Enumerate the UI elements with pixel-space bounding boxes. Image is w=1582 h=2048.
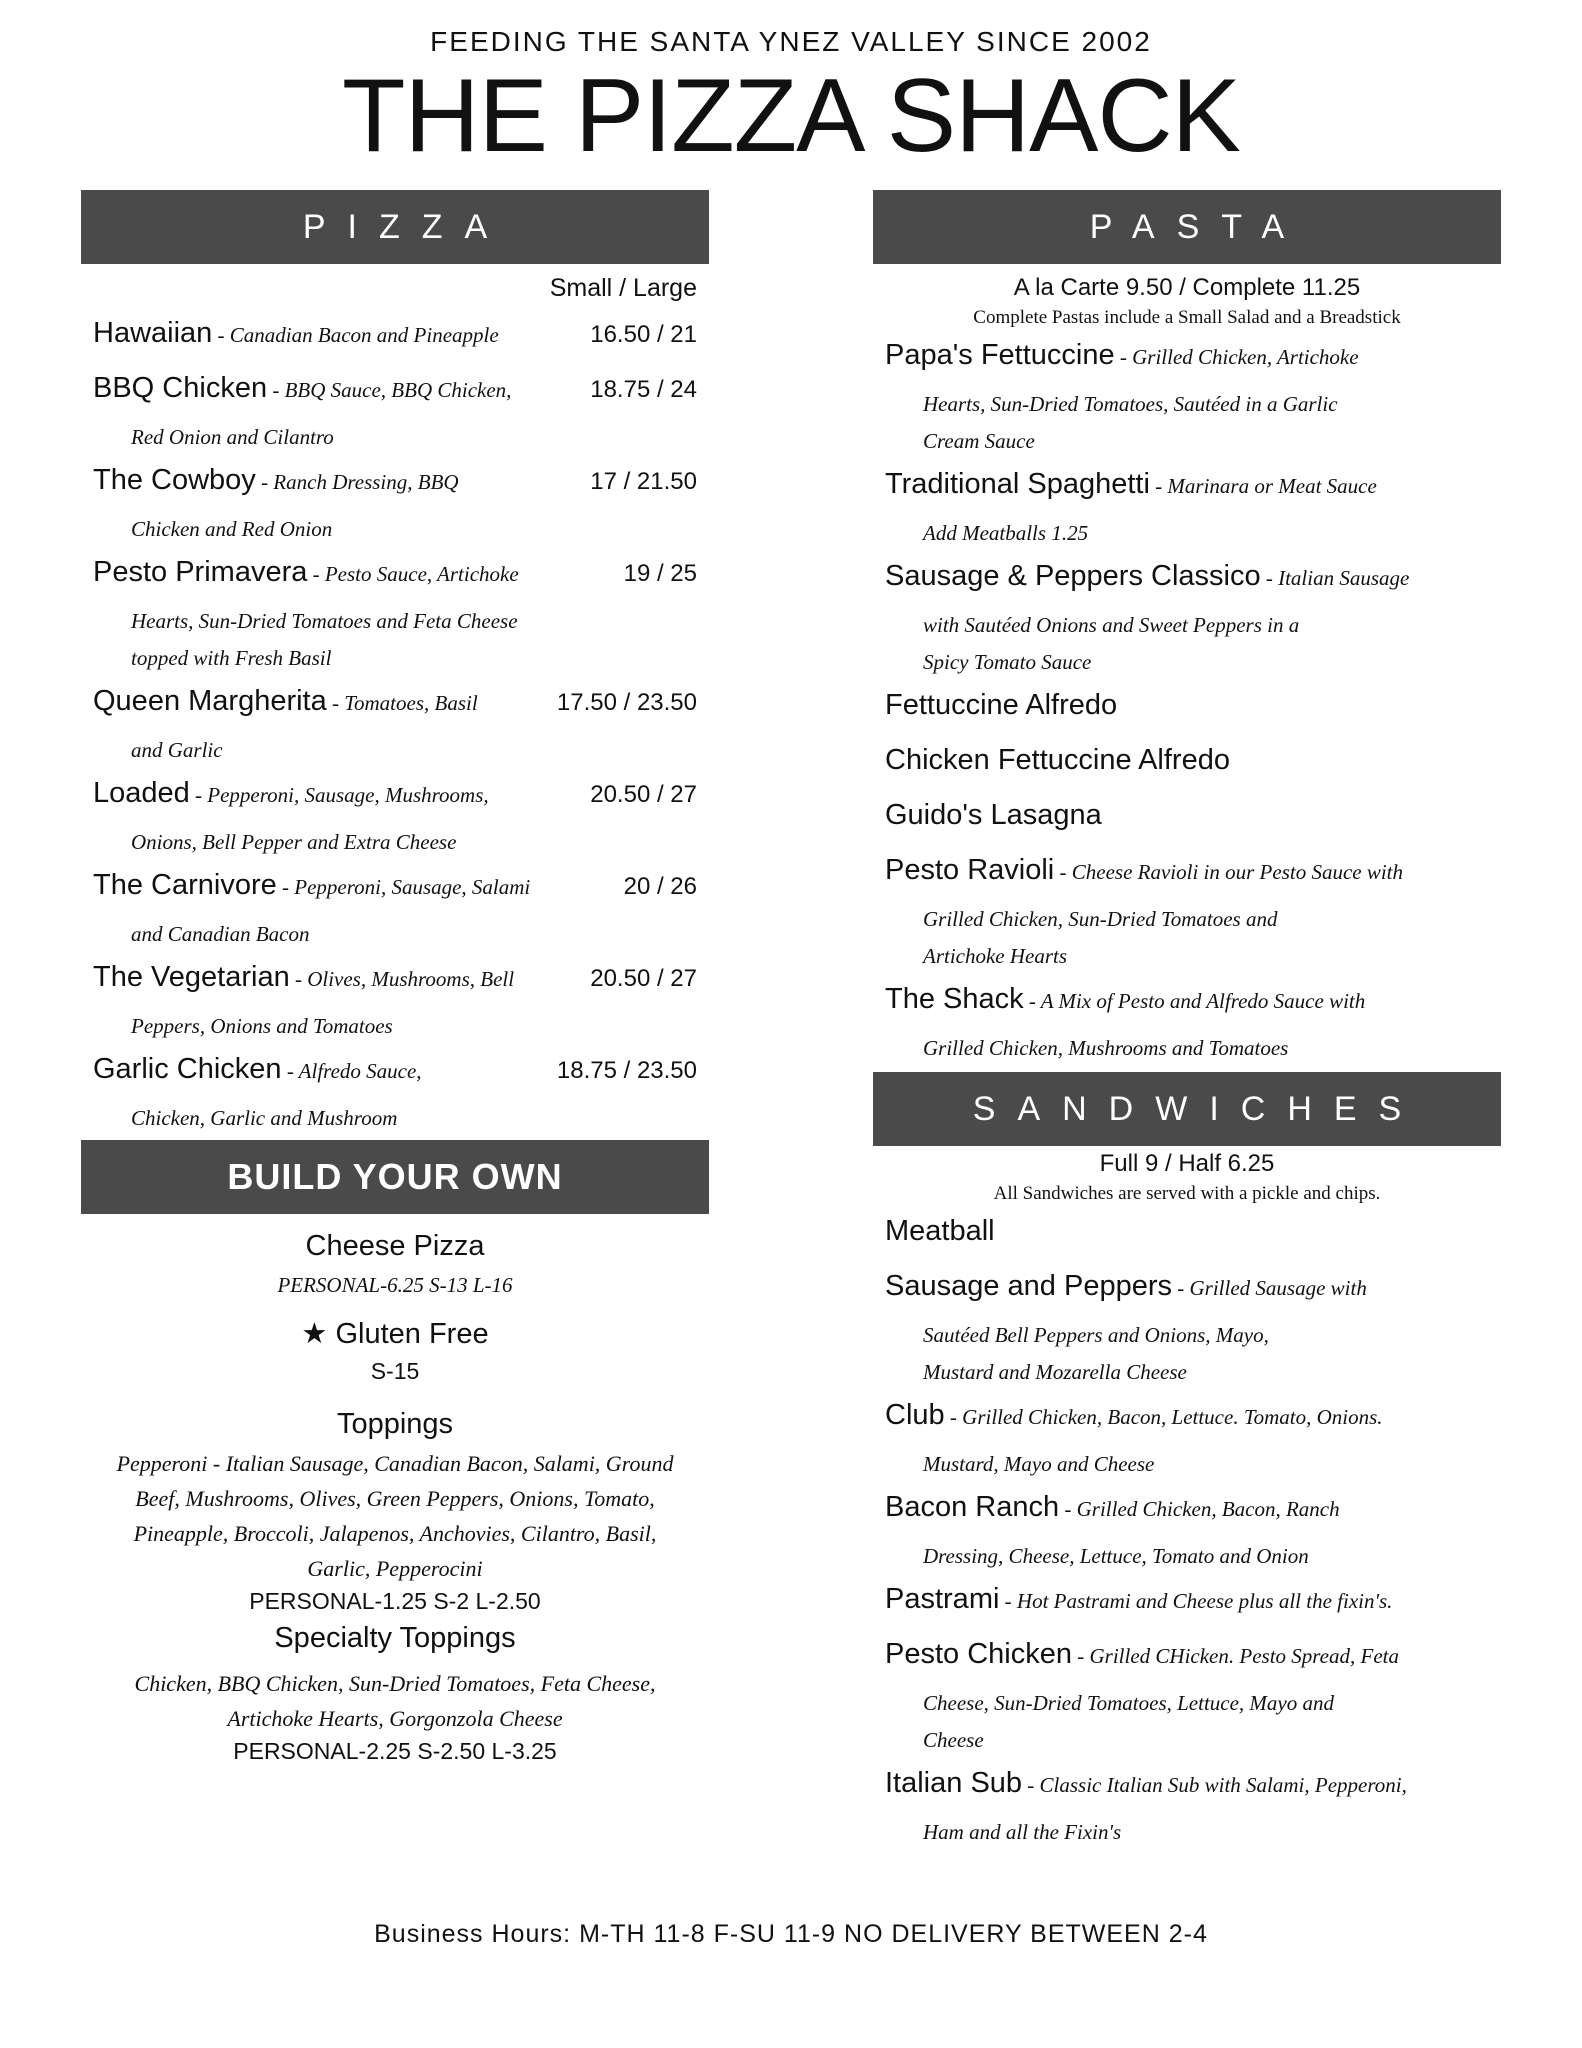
menu-item-description-continued: Ham and all the Fixin's	[923, 1820, 1122, 1844]
menu-item	[81, 1044, 709, 1136]
menu-item-name: Hawaiian	[93, 317, 213, 349]
menu-item-description: - Grilled Chicken, Bacon, Lettuce. Tomato, Onions.	[944, 1405, 1383, 1429]
menu-item	[873, 459, 1501, 551]
menu-item-description: - Hot Pastrami and Cheese plus all the fixin's.	[999, 1589, 1393, 1613]
menu-item	[873, 1758, 1501, 1850]
menu-item-price: 20.50 / 27	[590, 781, 697, 808]
menu-item	[81, 363, 709, 455]
pizza-section-header: PIZZA	[81, 190, 709, 264]
menu-item-description: - Classic Italian Sub with Salami, Pepperoni,	[1022, 1773, 1407, 1797]
menu-item-name: Bacon Ranch	[885, 1491, 1060, 1523]
menu-item-heading	[885, 1758, 1489, 1813]
business-hours: Business Hours: M-TH 11-8 F-SU 11-9 NO DELIVERY BETWEEN 2-4	[374, 1920, 1208, 1948]
build-your-own-block	[81, 1224, 709, 1766]
pasta-section-header: PASTA	[873, 190, 1501, 264]
star-icon: ★	[301, 1318, 328, 1350]
menu-item-line	[93, 768, 697, 823]
menu-item-line	[885, 1574, 1489, 1629]
menu-item-line	[885, 845, 1489, 900]
toppings-prices: PERSONAL-1.25 S-2 L-2.50	[249, 1588, 541, 1614]
menu-item-heading	[885, 1261, 1489, 1316]
menu-item-line	[885, 1758, 1489, 1813]
menu-item-line	[885, 1390, 1489, 1445]
menu-item-heading	[885, 845, 1489, 900]
menu-item	[873, 330, 1501, 459]
menu-item-description-continued: Grilled Chicken, Mushrooms and Tomatoes	[923, 1036, 1289, 1060]
menu-item-heading	[885, 551, 1489, 606]
menu-item-description: - Alfredo Sauce,	[281, 1059, 422, 1083]
menu-item-description-continued: Chicken and Red Onion	[131, 517, 333, 541]
menu-item-description-continued: Mustard and Mozarella Cheese	[923, 1360, 1187, 1384]
menu-item	[873, 1574, 1501, 1629]
pizza-size-note: Small / Large	[549, 274, 697, 302]
menu-item-price: 17.50 / 23.50	[556, 689, 697, 716]
menu-item-description: - BBQ Sauce, BBQ Chicken,	[267, 378, 512, 402]
menu-item-line	[885, 1482, 1489, 1537]
menu-item-name: Pastrami	[885, 1583, 1000, 1615]
menu-item-name: Sausage and Peppers	[885, 1270, 1172, 1302]
gluten-free-title	[81, 1312, 709, 1356]
menu-item-description-continued: Cheese, Sun-Dried Tomatoes, Lettuce, Mayo and	[923, 1691, 1334, 1715]
tagline: FEEDING THE SANTA YNEZ VALLEY SINCE 2002	[430, 26, 1152, 57]
menu-item-line	[885, 1629, 1489, 1684]
menu-item-heading	[885, 1629, 1489, 1684]
menu-item-description: - Canadian Bacon and Pineapple	[212, 323, 499, 347]
menu-item	[81, 455, 709, 547]
gluten-free-price: S-15	[370, 1358, 420, 1384]
menu-item-heading	[885, 790, 1489, 845]
menu-item-name: Chicken Fettuccine Alfredo	[885, 744, 1230, 776]
menu-item-name: Traditional Spaghetti	[885, 468, 1150, 500]
menu-item-description-continued: Onions, Bell Pepper and Extra Cheese	[131, 830, 457, 854]
toppings-list: Pepperoni - Italian Sausage, Canadian Bacon, Salami, Ground Beef, Mushrooms, Olives, Green Peppers, Onions, Tomato, Pineapple, Broccoli, Jalapenos, Anchovies, Cilantro, Basil, Garlic, Pepperocini	[116, 1451, 674, 1581]
menu-item-description: - Tomatoes, Basil	[326, 691, 478, 715]
menu-item-name: Garlic Chicken	[93, 1053, 282, 1085]
menu-item-line	[93, 363, 697, 418]
menu-item-name: Club	[885, 1399, 945, 1431]
sandwiches-served-note: All Sandwiches are served with a pickle and chips.	[993, 1183, 1381, 1204]
menu-item-heading	[885, 735, 1489, 790]
menu-item-name: Pesto Chicken	[885, 1638, 1072, 1670]
menu-item-description: - Grilled Chicken, Artichoke	[1114, 345, 1359, 369]
pizza-list	[81, 308, 709, 1136]
menu-item-description-continued: Spicy Tomato Sauce	[923, 650, 1092, 674]
menu-item-name: The Cowboy	[93, 464, 256, 496]
menu-item-price: 18.75 / 24	[590, 376, 697, 403]
menu-item-line	[885, 680, 1489, 735]
menu-item-description: - Cheese Ravioli in our Pesto Sauce with	[1054, 860, 1404, 884]
menu-item-name: Meatball	[885, 1215, 995, 1247]
restaurant-title: THE PIZZA SHACK	[341, 58, 1241, 174]
menu-item-line	[885, 459, 1489, 514]
menu-item-description-continued: Add Meatballs 1.25	[923, 521, 1089, 545]
gluten-free-label: Gluten Free	[335, 1318, 489, 1350]
menu-item-description-continued: Grilled Chicken, Sun-Dried Tomatoes and	[923, 907, 1278, 931]
menu-item-name: Fettuccine Alfredo	[885, 689, 1118, 721]
sandwiches-section-header: SANDWICHES	[873, 1072, 1501, 1146]
menu-item-description: - Grilled Sausage with	[1172, 1276, 1367, 1300]
menu-item-heading	[93, 676, 547, 731]
menu-item-line	[93, 308, 697, 363]
menu-item-name: Italian Sub	[885, 1767, 1023, 1799]
menu-item-price: 20.50 / 27	[590, 965, 697, 992]
menu-item-description: - Marinara or Meat Sauce	[1149, 474, 1377, 498]
menu-item-description: - Grilled CHicken. Pesto Spread, Feta	[1072, 1644, 1399, 1668]
menu-item-name: Loaded	[93, 777, 190, 809]
menu-item-heading	[885, 1482, 1489, 1537]
build-your-own-header: BUILD YOUR OWN	[81, 1140, 709, 1214]
menu-item-description: - Pesto Sauce, Artichoke	[307, 562, 519, 586]
menu-item-line	[885, 330, 1489, 385]
toppings-title: Toppings	[336, 1408, 454, 1440]
menu-item-price: 20 / 26	[623, 873, 697, 900]
menu-item-description-continued: Hearts, Sun-Dried Tomatoes and Feta Cheese	[131, 609, 518, 633]
menu-item-description-continued: Peppers, Onions and Tomatoes	[131, 1014, 393, 1038]
menu-item-line	[885, 551, 1489, 606]
menu-item-description-continued: Dressing, Cheese, Lettuce, Tomato and Onion	[923, 1544, 1309, 1568]
menu-item-description-continued: Hearts, Sun-Dried Tomatoes, Sautéed in a Garlic	[923, 392, 1338, 416]
menu-item-name: The Vegetarian	[93, 961, 290, 993]
left-column	[81, 190, 709, 1766]
menu-item	[873, 551, 1501, 680]
menu-item-description-continued: with Sautéed Onions and Sweet Peppers in a	[923, 613, 1300, 637]
menu-item-description: - Olives, Mushrooms, Bell	[289, 967, 515, 991]
menu-item	[873, 1482, 1501, 1574]
menu-item-description-continued: Artichoke Hearts	[923, 944, 1068, 968]
menu-item-heading	[885, 459, 1489, 514]
menu-item-description-continued: topped with Fresh Basil	[131, 646, 332, 670]
menu-item-name: The Shack	[885, 983, 1024, 1015]
menu-item-heading	[93, 860, 614, 915]
right-column	[873, 190, 1501, 1850]
menu-item-line	[93, 547, 697, 602]
menu-item	[873, 1629, 1501, 1758]
menu-item	[873, 974, 1501, 1066]
menu-item-line	[885, 1261, 1489, 1316]
menu-item-name: Pesto Ravioli	[885, 854, 1055, 886]
menu-item-name: Sausage & Peppers Classico	[885, 560, 1261, 592]
menu-item-price: 17 / 21.50	[590, 468, 697, 495]
menu-item-line	[93, 1044, 697, 1099]
menu-item-name: Pesto Primavera	[93, 556, 308, 588]
menu-item-description-continued: and Canadian Bacon	[131, 922, 310, 946]
menu-item-heading	[93, 768, 580, 823]
menu-item-heading	[93, 952, 580, 1007]
menu-item-name: Queen Margherita	[93, 685, 327, 717]
menu-item-line	[93, 860, 697, 915]
pasta-list	[873, 330, 1501, 1066]
menu-item-name: BBQ Chicken	[93, 372, 268, 404]
menu-item-heading	[885, 1206, 1489, 1261]
menu-item-price: 18.75 / 23.50	[556, 1057, 697, 1084]
menu-item	[81, 676, 709, 768]
menu-item	[873, 845, 1501, 974]
menu-item-description: - Italian Sausage	[1260, 566, 1410, 590]
menu-item-line	[93, 952, 697, 1007]
menu-item-description: - Ranch Dressing, BBQ	[255, 470, 459, 494]
menu-item-name: Papa's Fettuccine	[885, 339, 1115, 371]
cheese-pizza-prices: PERSONAL-6.25 S-13 L-16	[277, 1273, 513, 1297]
menu-item-description-continued: Sautéed Bell Peppers and Onions, Mayo,	[923, 1323, 1269, 1347]
menu-item	[81, 768, 709, 860]
sandwiches-price-note: Full 9 / Half 6.25	[1099, 1150, 1275, 1177]
sandwich-list	[873, 1206, 1501, 1850]
menu-item-line	[885, 790, 1489, 845]
pasta-price-note: A la Carte 9.50 / Complete 11.25	[1013, 274, 1361, 301]
menu-item-description: - Grilled Chicken, Bacon, Ranch	[1059, 1497, 1340, 1521]
menu-item-heading	[93, 308, 580, 363]
specialty-toppings-title: Specialty Toppings	[274, 1622, 516, 1654]
menu-item-heading	[885, 1574, 1489, 1629]
menu-item-heading	[93, 455, 580, 510]
menu-item-line	[93, 676, 697, 731]
menu-item	[873, 680, 1501, 735]
menu-item	[81, 952, 709, 1044]
menu-item-name: Guido's Lasagna	[885, 799, 1102, 831]
menu-item-heading	[885, 330, 1489, 385]
menu-item	[873, 790, 1501, 845]
menu-item-heading	[93, 547, 614, 602]
menu-item-description: - Pepperoni, Sausage, Mushrooms,	[189, 783, 489, 807]
menu-item	[81, 860, 709, 952]
menu-item	[81, 308, 709, 363]
specialty-toppings-prices: PERSONAL-2.25 S-2.50 L-3.25	[233, 1738, 557, 1764]
menu-item-heading	[885, 1390, 1489, 1445]
menu-item	[873, 1206, 1501, 1261]
menu-item-description-continued: Red Onion and Cilantro	[131, 425, 334, 449]
menu-item-line	[93, 455, 697, 510]
menu-item	[873, 735, 1501, 790]
menu-item-heading	[93, 1044, 547, 1099]
menu-item-description: - A Mix of Pesto and Alfredo Sauce with	[1023, 989, 1366, 1013]
menu-item	[81, 547, 709, 676]
menu-item-name: The Carnivore	[93, 869, 277, 901]
menu-item-heading	[885, 680, 1489, 735]
menu-item-price: 19 / 25	[623, 560, 697, 587]
pasta-complete-note: Complete Pastas include a Small Salad and a Breadstick	[973, 307, 1401, 328]
menu-item-heading	[885, 974, 1489, 1029]
menu-item-description-continued: Mustard, Mayo and Cheese	[923, 1452, 1155, 1476]
menu-item-description-continued: Cream Sauce	[923, 429, 1035, 453]
menu-item-description-continued: Cheese	[923, 1728, 984, 1752]
menu-item-description-continued: Chicken, Garlic and Mushroom	[131, 1106, 398, 1130]
menu-item-description-continued: and Garlic	[131, 738, 223, 762]
menu-item	[873, 1261, 1501, 1390]
menu-item-price: 16.50 / 21	[590, 321, 697, 348]
specialty-toppings-list: Chicken, BBQ Chicken, Sun-Dried Tomatoes, Feta Cheese, Artichoke Hearts, Gorgonzola Cheese	[134, 1671, 656, 1731]
cheese-pizza-title: Cheese Pizza	[305, 1230, 485, 1262]
menu-item-line	[885, 974, 1489, 1029]
menu-item-line	[885, 1206, 1489, 1261]
menu-item	[873, 1390, 1501, 1482]
menu-item-heading	[93, 363, 580, 418]
menu-item-description: - Pepperoni, Sausage, Salami	[276, 875, 531, 899]
menu-item-line	[885, 735, 1489, 790]
